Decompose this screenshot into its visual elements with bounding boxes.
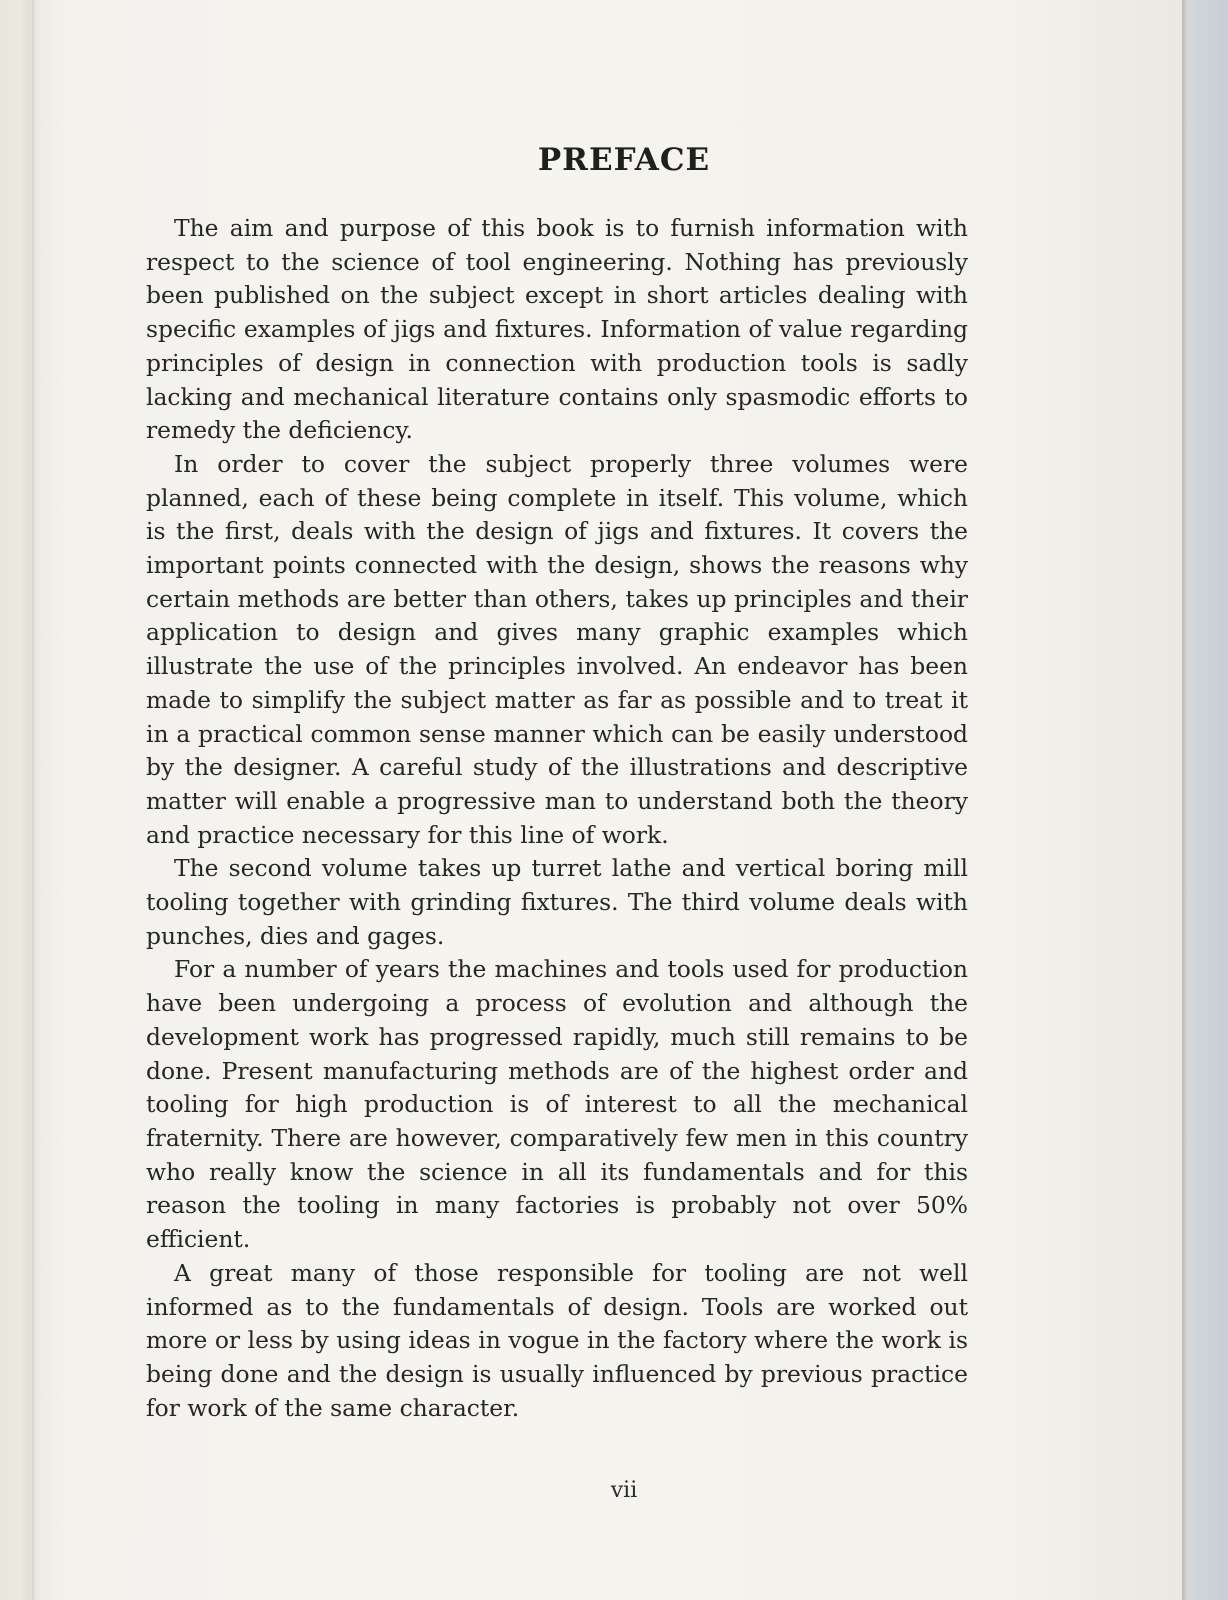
previous-page-edge	[0, 0, 66, 1600]
paragraph-4: For a number of years the machines and tools used for production have been undergoing a process of evolution and although the development work has progressed rapidly, much still remains to be done. Present manufacturing methods are of the highest order and tooling for high production is of interest to all the mechanical fraternity. There are however, comparatively few men in this country who really know the science in all its fundamentals and for this reason the tooling in many factories is probably not over 50% efficient.	[146, 955, 968, 1254]
paragraph-2: In order to cover the subject properly three volumes were planned, each of these being complete in itself. This volume, which is the first, deals with the design of jigs and fixtures. It covers the important points connected with the design, shows the reasons why certain methods are better than others, takes up principles and their application to design and gives many graphic examples which illustrate the use of the principles involved. An endeavor has been made to simplify the subject matter as far as possible and to treat it in a practical common sense manner which can be easily understood by the designer. A careful study of the illustrations and descriptive matter will enable a progressive man to understand both the theory and practice necessary for this line of work.	[146, 449, 968, 849]
paragraph-3: The second volume takes up turret lathe and vertical boring mill tooling together with grinding fixtures. The third volume deals with punches, dies and gages.	[146, 854, 968, 950]
paragraph-1: The aim and purpose of this book is to furnish information with respect to the science of tool engineering. Nothing has previously been published on the subject except in short articles dealing with specific examples of jigs and fixtures. Information of value regarding principles of design in connection with production tools is sadly lacking and mechanical literature contains only spasmodic efforts to remedy the deficiency.	[146, 214, 968, 445]
preface-body	[146, 212, 968, 1425]
paragraph-5: A great many of those responsible for tooling are not well informed as to the fundamentals of design. Tools are worked out more or less by using ideas in vogue in the factory where the work is being done and the design is usually influenced by previous practice for work of the same character.	[146, 1258, 968, 1422]
background-surface	[1182, 0, 1228, 1600]
page-title: PREFACE	[537, 142, 711, 178]
page-number: vii	[610, 1478, 638, 1503]
